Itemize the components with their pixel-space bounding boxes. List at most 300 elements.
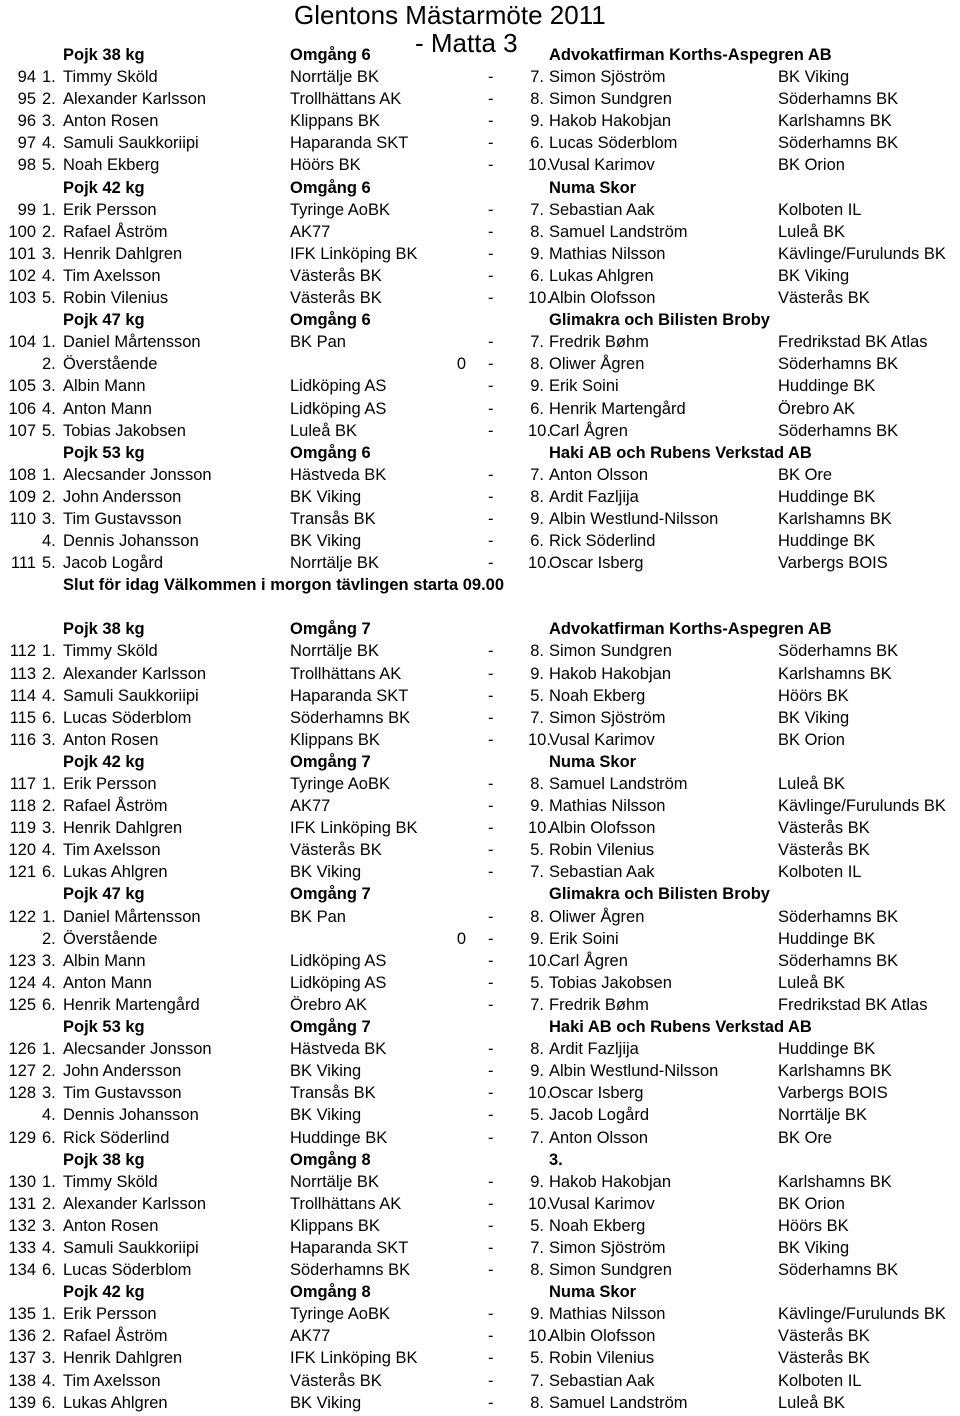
- section-header: [0, 1149, 960, 1171]
- opponent-position: 8.: [530, 775, 544, 793]
- wrestler-club: IFK Linköping BK: [290, 244, 418, 263]
- opponent-name: Sebastian Aak: [549, 863, 655, 882]
- wrestler-position: 6.: [42, 995, 56, 1014]
- score: 0: [456, 355, 466, 374]
- opponent-position: 8.: [530, 487, 544, 506]
- opponent-position: 8.: [530, 222, 544, 241]
- versus-dash: -: [488, 1062, 494, 1081]
- versus-dash: -: [488, 244, 494, 263]
- opponent-club: BK Viking: [778, 1238, 850, 1257]
- versus-dash: -: [488, 841, 494, 860]
- opponent-club: Norrtälje BK: [778, 1106, 867, 1125]
- wrestler-club: BK Viking: [290, 532, 362, 551]
- versus-dash: -: [488, 951, 494, 970]
- wrestler-position: 2.: [42, 355, 56, 374]
- opponent-position: 6.: [530, 134, 544, 153]
- opponent-position: 9.: [530, 664, 544, 683]
- wrestler-club: Höörs BK: [290, 156, 361, 175]
- versus-dash: -: [488, 222, 494, 241]
- wrestler-club: Norrtälje BK: [290, 642, 379, 661]
- opponent-club: Höörs BK: [778, 686, 849, 705]
- versus-dash: -: [488, 532, 494, 551]
- wrestler-club: BK Viking: [290, 863, 362, 882]
- opponent-name: Vusal Karimov: [549, 1194, 655, 1213]
- opponent-position: 7.: [530, 1128, 544, 1147]
- opponent-position: 9.: [530, 112, 544, 131]
- opponent-position: 9.: [530, 244, 544, 263]
- opponent-name: Hakob Hakobjan: [549, 112, 671, 131]
- opponent-name: Albin Olofsson: [549, 289, 656, 308]
- match-number: 107: [8, 421, 36, 440]
- opponent-club: BK Viking: [778, 266, 850, 285]
- versus-dash: -: [488, 112, 494, 131]
- match-number: 132: [8, 1216, 36, 1235]
- opponent-club: Söderhamns BK: [778, 355, 899, 374]
- versus-dash: -: [488, 355, 494, 374]
- wrestler-position: 3.: [42, 951, 56, 970]
- wrestler-name: Dennis Johansson: [63, 1106, 199, 1125]
- opponent-name: Oscar Isberg: [549, 1084, 644, 1103]
- match-row: [0, 817, 960, 839]
- opponent-position: 7.: [530, 1238, 544, 1257]
- versus-dash: -: [488, 377, 494, 396]
- match-row: [0, 1215, 960, 1237]
- opponent-club: Söderhamns BK: [778, 907, 899, 926]
- match-number: 139: [8, 1393, 36, 1412]
- match-row: [0, 486, 960, 508]
- wrestler-name: John Andersson: [63, 1062, 182, 1081]
- wrestler-name: Daniel Mårtensson: [63, 333, 201, 352]
- wrestler-name: Rafael Åström: [63, 1327, 168, 1346]
- wrestler-name: Albin Mann: [63, 951, 146, 970]
- opponent-name: Simon Sundgren: [549, 1261, 672, 1280]
- wrestler-position: 4.: [42, 266, 56, 285]
- match-row: [0, 1237, 960, 1259]
- weight-class: Pojk 42 kg: [63, 752, 145, 771]
- wrestler-position: 5.: [42, 156, 56, 175]
- match-number: 97: [17, 134, 36, 153]
- match-number: 122: [8, 907, 36, 926]
- opponent-name: Erik Soini: [549, 377, 619, 396]
- wrestler-position: 2.: [42, 222, 56, 241]
- match-number: 123: [8, 951, 36, 970]
- wrestler-name: Erik Persson: [63, 1305, 157, 1324]
- section-header: [0, 883, 960, 905]
- score: 0: [456, 929, 466, 948]
- wrestler-position: 1.: [42, 200, 56, 219]
- opponent-club: BK Orion: [778, 1194, 845, 1213]
- wrestler-club: Västerås BK: [290, 266, 382, 285]
- wrestler-club: Klippans BK: [290, 112, 380, 131]
- match-number: 95: [17, 90, 36, 109]
- wrestler-name: Timmy Sköld: [63, 642, 158, 661]
- opponent-position: 10.: [528, 554, 551, 573]
- match-number: 118: [9, 797, 36, 816]
- opponent-name: Anton Olsson: [549, 465, 649, 484]
- match-row: [0, 464, 960, 486]
- opponent-club: BK Viking: [778, 708, 850, 727]
- wrestler-name: Tim Axelsson: [63, 1371, 161, 1390]
- wrestler-name: Alexander Karlsson: [63, 90, 207, 109]
- opponent-club: Kolboten IL: [778, 200, 862, 219]
- wrestler-club: Huddinge BK: [290, 1128, 388, 1147]
- round-label: Omgång 7: [290, 620, 371, 639]
- opponent-name: Carl Ågren: [549, 421, 628, 440]
- match-row: [0, 243, 960, 265]
- match-row: [0, 375, 960, 397]
- versus-dash: -: [488, 399, 494, 418]
- match-row: [0, 1303, 960, 1325]
- opponent-club: Västerås BK: [778, 841, 870, 860]
- match-row: [0, 199, 960, 221]
- match-number: 125: [8, 995, 36, 1014]
- versus-dash: -: [488, 1327, 494, 1346]
- opponent-position: 8.: [530, 355, 544, 374]
- wrestler-name: Anton Mann: [63, 973, 152, 992]
- versus-dash: -: [488, 1393, 494, 1412]
- opponent-name: Sebastian Aak: [549, 1371, 655, 1390]
- wrestler-position: 1.: [42, 775, 56, 793]
- wrestler-name: Överstående: [63, 929, 158, 948]
- sponsor-label: Numa Skor: [549, 178, 637, 197]
- wrestler-position: 6.: [42, 863, 56, 882]
- wrestler-name: Rafael Åström: [63, 222, 168, 241]
- match-number: 120: [8, 841, 36, 860]
- opponent-name: Robin Vilenius: [549, 1349, 655, 1368]
- wrestler-position: 1.: [42, 1305, 56, 1324]
- wrestler-position: 6.: [42, 1128, 56, 1147]
- versus-dash: -: [488, 487, 494, 506]
- opponent-position: 8.: [530, 907, 544, 926]
- opponent-club: BK Viking: [778, 68, 850, 87]
- wrestler-name: Henrik Dahlgren: [63, 1349, 183, 1368]
- day-note: [0, 574, 960, 596]
- opponent-position: 9.: [530, 377, 544, 396]
- match-number: 106: [8, 399, 36, 418]
- match-row: [0, 928, 960, 950]
- sponsor-label: Glimakra och Bilisten Broby: [549, 885, 770, 904]
- opponent-position: 9.: [530, 1062, 544, 1081]
- opponent-position: 10.: [528, 1194, 551, 1213]
- opponent-club: Varbergs BOIS: [778, 554, 888, 573]
- opponent-position: 5.: [530, 686, 544, 705]
- match-number: 117: [9, 775, 36, 793]
- wrestler-name: Henrik Dahlgren: [63, 244, 183, 263]
- opponent-position: 10.: [528, 819, 551, 838]
- wrestler-position: 4.: [42, 134, 56, 153]
- wrestler-name: Daniel Mårtensson: [63, 907, 201, 926]
- match-row: [0, 508, 960, 530]
- opponent-name: Hakob Hakobjan: [549, 664, 671, 683]
- wrestler-position: 5.: [42, 421, 56, 440]
- weight-class: Pojk 38 kg: [63, 620, 145, 639]
- match-row: [0, 353, 960, 375]
- section-header: [0, 177, 960, 199]
- match-number: 96: [17, 112, 36, 131]
- match-number: 111: [10, 554, 36, 573]
- opponent-name: Mathias Nilsson: [549, 797, 666, 816]
- versus-dash: -: [488, 1349, 494, 1368]
- match-number: 130: [8, 1172, 36, 1191]
- wrestler-name: Timmy Sköld: [63, 1172, 158, 1191]
- match-row: [0, 1082, 960, 1104]
- opponent-club: Varbergs BOIS: [778, 1084, 888, 1103]
- versus-dash: -: [488, 1040, 494, 1059]
- round-label: Omgång 7: [290, 752, 371, 771]
- match-row: [0, 685, 960, 707]
- versus-dash: -: [488, 421, 494, 440]
- wrestler-club: Västerås BK: [290, 1371, 382, 1390]
- opponent-club: Kolboten IL: [778, 863, 862, 882]
- sponsor-label: Numa Skor: [549, 1283, 637, 1302]
- versus-dash: -: [488, 929, 494, 948]
- wrestler-club: Norrtälje BK: [290, 68, 379, 87]
- opponent-name: Ardit Fazljija: [549, 487, 639, 506]
- versus-dash: -: [488, 1305, 494, 1324]
- opponent-name: Lucas Söderblom: [549, 134, 678, 153]
- versus-dash: -: [488, 1216, 494, 1235]
- versus-dash: -: [488, 995, 494, 1014]
- sponsor-label: Numa Skor: [549, 752, 637, 771]
- wrestler-club: Västerås BK: [290, 841, 382, 860]
- opponent-club: Luleå BK: [778, 973, 845, 992]
- match-number: 115: [9, 708, 36, 727]
- wrestler-name: Tobias Jakobsen: [63, 421, 186, 440]
- match-number: 134: [8, 1261, 36, 1280]
- match-row: [0, 552, 960, 574]
- opponent-name: Ardit Fazljija: [549, 1040, 639, 1059]
- versus-dash: -: [488, 1128, 494, 1147]
- versus-dash: -: [488, 333, 494, 352]
- match-row: [0, 66, 960, 88]
- wrestler-club: Luleå BK: [290, 421, 357, 440]
- round-label: Omgång 6: [290, 178, 371, 197]
- match-row: [0, 1127, 960, 1149]
- wrestler-name: Erik Persson: [63, 200, 157, 219]
- opponent-club: BK Ore: [778, 465, 833, 484]
- wrestler-club: Tyringe AoBK: [290, 1305, 390, 1324]
- section-header: [0, 618, 960, 640]
- weight-class: Pojk 47 kg: [63, 885, 145, 904]
- opponent-position: 9.: [530, 1172, 544, 1191]
- wrestler-position: 3.: [42, 244, 56, 263]
- versus-dash: -: [488, 775, 494, 793]
- opponent-position: 10.: [528, 951, 551, 970]
- opponent-position: 5.: [530, 1216, 544, 1235]
- opponent-position: 8.: [530, 1040, 544, 1059]
- opponent-position: 5.: [530, 1349, 544, 1368]
- wrestler-position: 2.: [42, 797, 56, 816]
- match-row: [0, 663, 960, 685]
- wrestler-club: Norrtälje BK: [290, 1172, 379, 1191]
- wrestler-position: 1.: [42, 642, 56, 661]
- opponent-club: Luleå BK: [778, 222, 845, 241]
- wrestler-name: Timmy Sköld: [63, 68, 158, 87]
- wrestler-club: Trollhättans AK: [290, 1194, 402, 1213]
- opponent-name: Albin Westlund-Nilsson: [549, 1062, 719, 1081]
- match-number: 127: [8, 1062, 36, 1081]
- section-header: [0, 28, 960, 66]
- wrestler-name: Samuli Saukkoriipi: [63, 134, 199, 153]
- wrestler-name: John Andersson: [63, 487, 182, 506]
- opponent-name: Mathias Nilsson: [549, 244, 666, 263]
- round-label: Omgång 8: [290, 1150, 371, 1169]
- match-number: 137: [8, 1349, 36, 1368]
- versus-dash: -: [488, 465, 494, 484]
- opponent-club: Karlshamns BK: [778, 664, 892, 683]
- section-header: [0, 1016, 960, 1038]
- mat-label: - Matta 3: [415, 28, 518, 58]
- opponent-name: Vusal Karimov: [549, 730, 655, 749]
- wrestler-position: 4.: [42, 1106, 56, 1125]
- opponent-club: Karlshamns BK: [778, 1172, 892, 1191]
- opponent-name: Mathias Nilsson: [549, 1305, 666, 1324]
- match-row: [0, 331, 960, 353]
- wrestler-club: Lidköping AS: [290, 399, 387, 418]
- match-number: 129: [8, 1128, 36, 1147]
- opponent-position: 6.: [530, 266, 544, 285]
- wrestler-position: 2.: [42, 90, 56, 109]
- match-row: [0, 707, 960, 729]
- opponent-position: 7.: [530, 863, 544, 882]
- opponent-name: Robin Vilenius: [549, 841, 655, 860]
- opponent-club: Kävlinge/Furulunds BK: [778, 244, 946, 263]
- wrestler-club: Norrtälje BK: [290, 554, 379, 573]
- opponent-club: Västerås BK: [778, 1327, 870, 1346]
- versus-dash: -: [488, 289, 494, 308]
- match-row: [0, 972, 960, 994]
- opponent-club: Luleå BK: [778, 1393, 845, 1412]
- match-number: 135: [8, 1305, 36, 1324]
- round-label: Omgång 6: [290, 46, 371, 64]
- wrestler-club: IFK Linköping BK: [290, 1349, 418, 1368]
- opponent-name: Samuel Landström: [549, 775, 688, 793]
- wrestler-name: Rafael Åström: [63, 797, 168, 816]
- opponent-name: Vusal Karimov: [549, 156, 655, 175]
- sponsor-label: Haki AB och Rubens Verkstad AB: [549, 443, 812, 462]
- opponent-club: Västerås BK: [778, 289, 870, 308]
- versus-dash: -: [488, 1172, 494, 1191]
- opponent-position: 9.: [530, 797, 544, 816]
- opponent-club: Söderhamns BK: [778, 1261, 899, 1280]
- match-row: [0, 839, 960, 861]
- weight-class: Pojk 42 kg: [63, 178, 145, 197]
- round-label: Omgång 6: [290, 311, 371, 330]
- wrestler-name: Lucas Söderblom: [63, 708, 192, 727]
- match-row: [0, 906, 960, 928]
- wrestler-position: 6.: [42, 1261, 56, 1280]
- match-number: 101: [8, 244, 36, 263]
- sponsor-label: Advokatfirman Korths-Aspegren AB: [549, 46, 832, 64]
- opponent-name: Simon Sjöström: [549, 708, 666, 727]
- weight-class: Pojk 42 kg: [63, 1283, 145, 1302]
- opponent-name: Samuel Landström: [549, 222, 688, 241]
- wrestler-position: 3.: [42, 1216, 56, 1235]
- match-row: [0, 950, 960, 972]
- versus-dash: -: [488, 1238, 494, 1257]
- opponent-position: 7.: [530, 1371, 544, 1390]
- wrestler-position: 4.: [42, 841, 56, 860]
- round-label: Omgång 7: [290, 885, 371, 904]
- opponent-name: Noah Ekberg: [549, 686, 646, 705]
- opponent-position: 6.: [530, 399, 544, 418]
- opponent-name: Hakob Hakobjan: [549, 1172, 671, 1191]
- wrestler-position: 2.: [42, 1062, 56, 1081]
- wrestler-club: BK Pan: [290, 907, 346, 926]
- wrestler-club: BK Viking: [290, 1062, 362, 1081]
- versus-dash: -: [488, 90, 494, 109]
- match-number: 98: [17, 156, 36, 175]
- wrestler-position: 5.: [42, 289, 56, 308]
- wrestler-name: Henrik Dahlgren: [63, 819, 183, 838]
- opponent-club: Fredrikstad BK Atlas: [778, 995, 928, 1014]
- wrestler-position: 1.: [42, 68, 56, 87]
- wrestler-name: Erik Persson: [63, 775, 157, 793]
- match-number: 109: [8, 487, 36, 506]
- match-number: 113: [9, 664, 36, 683]
- opponent-position: 9.: [530, 1305, 544, 1324]
- opponent-name: Oliwer Ågren: [549, 907, 645, 926]
- opponent-name: Rick Söderlind: [549, 532, 656, 551]
- versus-dash: -: [488, 156, 494, 175]
- wrestler-club: Lidköping AS: [290, 377, 387, 396]
- round-label: Omgång 6: [290, 443, 371, 462]
- opponent-club: Karlshamns BK: [778, 1062, 892, 1081]
- opponent-name: Erik Soini: [549, 929, 619, 948]
- opponent-club: Västerås BK: [778, 1349, 870, 1368]
- opponent-name: Samuel Landström: [549, 1393, 688, 1412]
- wrestler-name: Henrik Martengård: [63, 995, 200, 1014]
- wrestler-position: 4.: [42, 686, 56, 705]
- wrestler-position: 3.: [42, 377, 56, 396]
- versus-dash: -: [488, 266, 494, 285]
- versus-dash: -: [488, 1084, 494, 1103]
- versus-dash: -: [488, 664, 494, 683]
- versus-dash: -: [488, 1106, 494, 1125]
- wrestler-position: 4.: [42, 532, 56, 551]
- versus-dash: -: [488, 973, 494, 992]
- wrestler-name: Tim Axelsson: [63, 841, 161, 860]
- opponent-club: Huddinge BK: [778, 377, 876, 396]
- wrestler-name: Samuli Saukkoriipi: [63, 1238, 199, 1257]
- opponent-club: Söderhamns BK: [778, 90, 899, 109]
- wrestler-club: Transås BK: [290, 509, 376, 528]
- sponsor-label: 3.: [549, 1150, 563, 1169]
- match-number: 103: [8, 289, 36, 308]
- section-header: [0, 442, 960, 464]
- wrestler-club: Transås BK: [290, 1084, 376, 1103]
- opponent-position: 5.: [530, 841, 544, 860]
- match-number: 100: [8, 222, 36, 241]
- opponent-club: Fredrikstad BK Atlas: [778, 333, 928, 352]
- match-row: [0, 287, 960, 309]
- wrestler-position: 2.: [42, 664, 56, 683]
- weight-class: Pojk 38 kg: [63, 46, 145, 64]
- wrestler-position: 1.: [42, 333, 56, 352]
- wrestler-name: Tim Gustavsson: [63, 1084, 182, 1103]
- wrestler-name: Lukas Ahlgren: [63, 1393, 168, 1412]
- wrestler-name: Albin Mann: [63, 377, 146, 396]
- match-number: 124: [8, 973, 36, 992]
- opponent-position: 5.: [530, 973, 544, 992]
- opponent-name: Tobias Jakobsen: [549, 973, 672, 992]
- wrestler-name: Anton Rosen: [63, 1216, 159, 1235]
- match-row: [0, 221, 960, 243]
- opponent-position: 5.: [530, 1106, 544, 1125]
- match-row: [0, 1370, 960, 1392]
- match-row: [0, 773, 960, 795]
- opponent-position: 8.: [530, 90, 544, 109]
